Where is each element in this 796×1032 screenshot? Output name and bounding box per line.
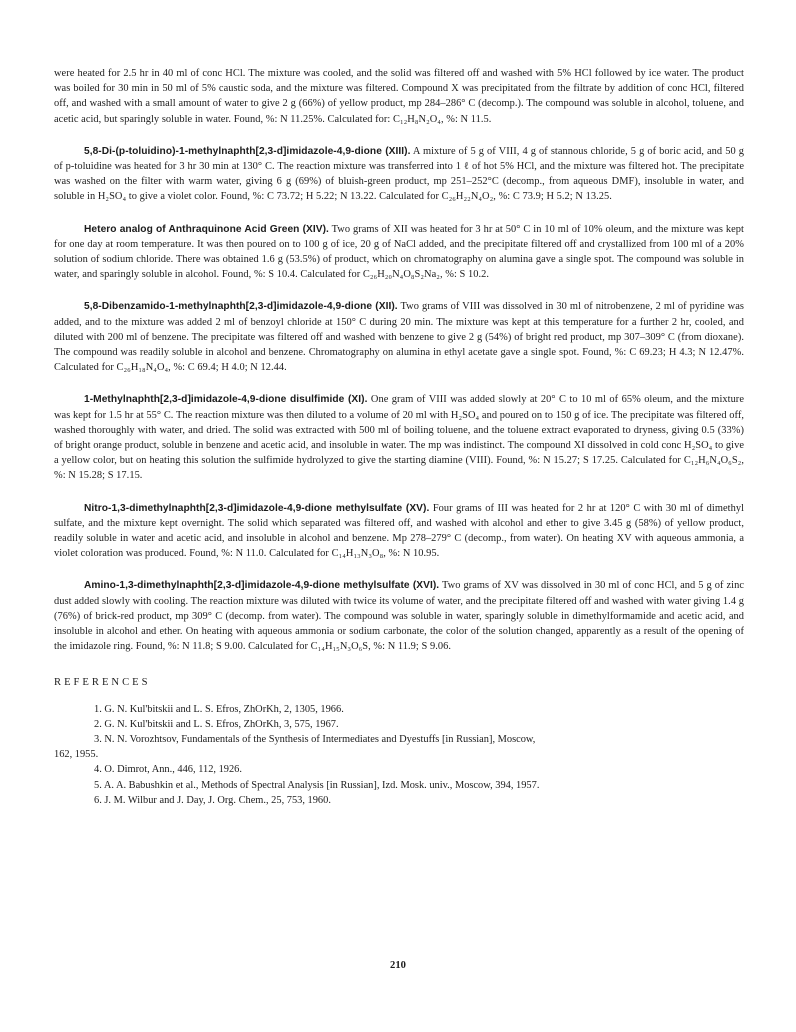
references-list [54, 702, 744, 808]
paragraph-text: A mixture of 5 g of VIII, 4 g of stannous chloride, 5 g of boric acid, and 50 g of p-toluidine was heated for 3 hr 30 min at 130° C. The reaction mixture was transferred into 1 ℓ of hot 5% HCl, and the mixture was filtered hot. The precipitate was washed on the filter with warm water, giving 6 g (69%) of bluish-green product, mp 251–252°C (decomp., from aqueous DMF), insoluble in water, and soluble in H₂SO₄ to give a violet color. Found, %: C 73.72; H 5.22; N 13.22. Calculated for C₂₆H₂₂N₄O₂, %: C 73.9; H 5.2; N 13.25. [54, 145, 744, 203]
paragraph-compound-xi [54, 392, 744, 483]
compound-heading: Hetero analog of Anthraquinone Acid Green (XIV). [84, 223, 329, 235]
reference-text: 1. G. N. Kul'bitskii and L. S. Efros, ZhOrKh, 2, 1305, 1966. [94, 703, 344, 715]
paragraph-text: Two grams of XV was dissolved in 30 ml of conc HCl, and 5 g of zinc dust added slowly with cooling. The reaction mixture was diluted with twice its volume of water, and the precipitate filtered off and washed with water giving 1.4 g (76%) of brick-red product, mp 309° C (decomp. from water). The compound was soluble in water, sparingly soluble in dimethylformamide and acetic acid, and insoluble in alcohol and ether. On heating with aqueous ammonia or sodium carbonate, the color of the solution changed, apparently as a result of the opening of the imidazole ring. Found, %: N 11.8; S 9.00. Calculated for C₁₄H₁₅N₃O₆S, %: N 11.9; S 9.06. [54, 580, 744, 653]
paragraph-text: Four grams of III was heated for 2 hr at 120° C with 30 ml of dimethyl sulfate, and the mixture kept overnight. The solid which separated was filtered off, and washed with alcohol and ether to give 3.45 g (58%) of yellow product, readily soluble in water and acetic acid, and insoluble in alcohol and benzene. Mp 278–279° C (decomp., from water). On heating XV with aqueous ammonia, a violet coloration was produced. Found, %: N 11.0. Calculated for C₁₄H₁₃N₃O₈, %: N 10.95. [54, 502, 744, 560]
reference-text: 5. A. A. Babushkin et al., Methods of Spectral Analysis [in Russian], Izd. Mosk. univ., Moscow, 394, 1957. [94, 779, 540, 791]
paragraph-compound-xvi [54, 578, 744, 654]
paragraph-compound-xiv [54, 222, 744, 283]
compound-heading: Nitro-1,3-dimethylnaphth[2,3-d]imidazole-4,9-dione methylsulfate (XV). [84, 502, 430, 514]
reference-item [54, 717, 744, 732]
paragraph-compound-xiii [54, 144, 744, 205]
reference-item [54, 702, 744, 717]
reference-text: 3. N. N. Vorozhtsov, Fundamentals of the Synthesis of Intermediates and Dyestuffs [in Russian], Moscow, [94, 733, 536, 745]
paragraph-text: Two grams of XII was heated for 3 hr at 50° C in 10 ml of 10% oleum, and the mixture was kept for one day at room temperature. It was then poured on to 100 g of ice, 20 g of NaCl added, and the precipitate filtered off and crystallized from 100 ml of a 20% solution of sodium chloride. There was obtained 1.6 g (53.5%) of product, which on chromatography on alumina gave a single spot. The compound was soluble in water, and sparingly soluble in alcohol. Found, %: S 10.4. Calculated for C₂₆H₂₀N₄O₈S₂Na₂, %: S 10.2. [54, 223, 744, 281]
reference-item [54, 732, 744, 762]
reference-text: 4. O. Dimrot, Ann., 446, 112, 1926. [94, 764, 242, 776]
compound-heading: 5,8-Dibenzamido-1-methylnaphth[2,3-d]imidazole-4,9-dione (XII). [84, 301, 398, 313]
reference-text: 6. J. M. Wilbur and J. Day, J. Org. Chem., 25, 753, 1960. [94, 794, 331, 806]
paragraph-text: Two grams of VIII was dissolved in 30 ml of nitrobenzene, 2 ml of pyridine was added, and to the mixture was added 2 ml of benzoyl chloride at 150° C during 20 min. The mixture was kept at this temperature for a further 2 hr, cooled, and diluted with 200 ml of benzene. The precipitate was filtered off and washed with benzene to give 2 g (54%) of bright red product, mp 307–309° C (from dioxane). The compound was readily soluble in alcohol and benzene. Chromatography on alumina in ethyl acetate gave a single spot. Found, %: C 69.23; H 4.3; N 12.47%. Calculated for C₂₆H₁₈N₄O₄, %: C 69.4; H 4.0; N 12.44. [54, 301, 744, 374]
compound-heading: Amino-1,3-dimethylnaphth[2,3-d]imidazole-4,9-dione methylsulfate (XVI). [84, 580, 440, 592]
paragraph-text: One gram of VIII was added slowly at 20° C to 10 ml of 65% oleum, and the mixture was kept for 1.5 hr at 55° C. The reaction mixture was then diluted to a volume of 20 ml with H₂SO₄ and poured on to 150 g of ice. The precipitate was filtered off, washed thoroughly with water, and dried. The solid was extracted with 500 ml of boiling toluene, and the toluene extract evaporated to dryness, giving 0.5 (33%) of bright orange product, soluble in benzene and acetic acid, and insoluble in water. The mp was indistinct. The compound XI dissolved in cold conc H₂SO₄ to give a yellow color, but on heating this solution the sulfimide hydrolyzed to give the starting diamine (VIII). Found, %: N 15.27; S 17.25. Calculated for C₁₂H₆N₄O₆S₂, %: N 15.28; S 17.15. [54, 394, 744, 482]
references-heading: REFERENCES [54, 676, 151, 688]
reference-item [54, 778, 744, 793]
paragraph-continuation [54, 66, 744, 127]
paragraph-text: were heated for 2.5 hr in 40 ml of conc HCl. The mixture was cooled, and the solid was filtered off and washed with 5% HCl followed by ice water. The product was boiled for 30 min in 50 ml of 5% caustic soda, and the mixture was filtered. Compound X was precipitated from the filtrate by addition of conc HCl, filtered off, and washed with a small amount of water to give 2 g (66%) of yellow product, mp 284–286° C (decomp.). The compound was soluble in alcohol, toluene, and acetic acid, but sparingly soluble in water. Found, %: N 11.25%. Calculated for: C₁₂H₈N₂O₄, %: N 11.5. [54, 68, 744, 125]
page-body [54, 66, 744, 808]
compound-heading: 1-Methylnaphth[2,3-d]imidazole-4,9-dione disulfimide (XI). [84, 394, 368, 406]
reference-text-continuation: 162, 1955. [54, 749, 99, 761]
reference-item [54, 793, 744, 808]
paragraph-compound-xv [54, 501, 744, 562]
compound-heading: 5,8-Di-(p-toluidino)-1-methylnaphth[2,3-d]imidazole-4,9-dione (XIII). [84, 145, 411, 157]
reference-item [54, 762, 744, 777]
page-number: 210 [390, 960, 406, 971]
reference-text: 2. G. N. Kul'bitskii and L. S. Efros, ZhOrKh, 3, 575, 1967. [94, 718, 339, 730]
paragraph-compound-xii [54, 299, 744, 375]
